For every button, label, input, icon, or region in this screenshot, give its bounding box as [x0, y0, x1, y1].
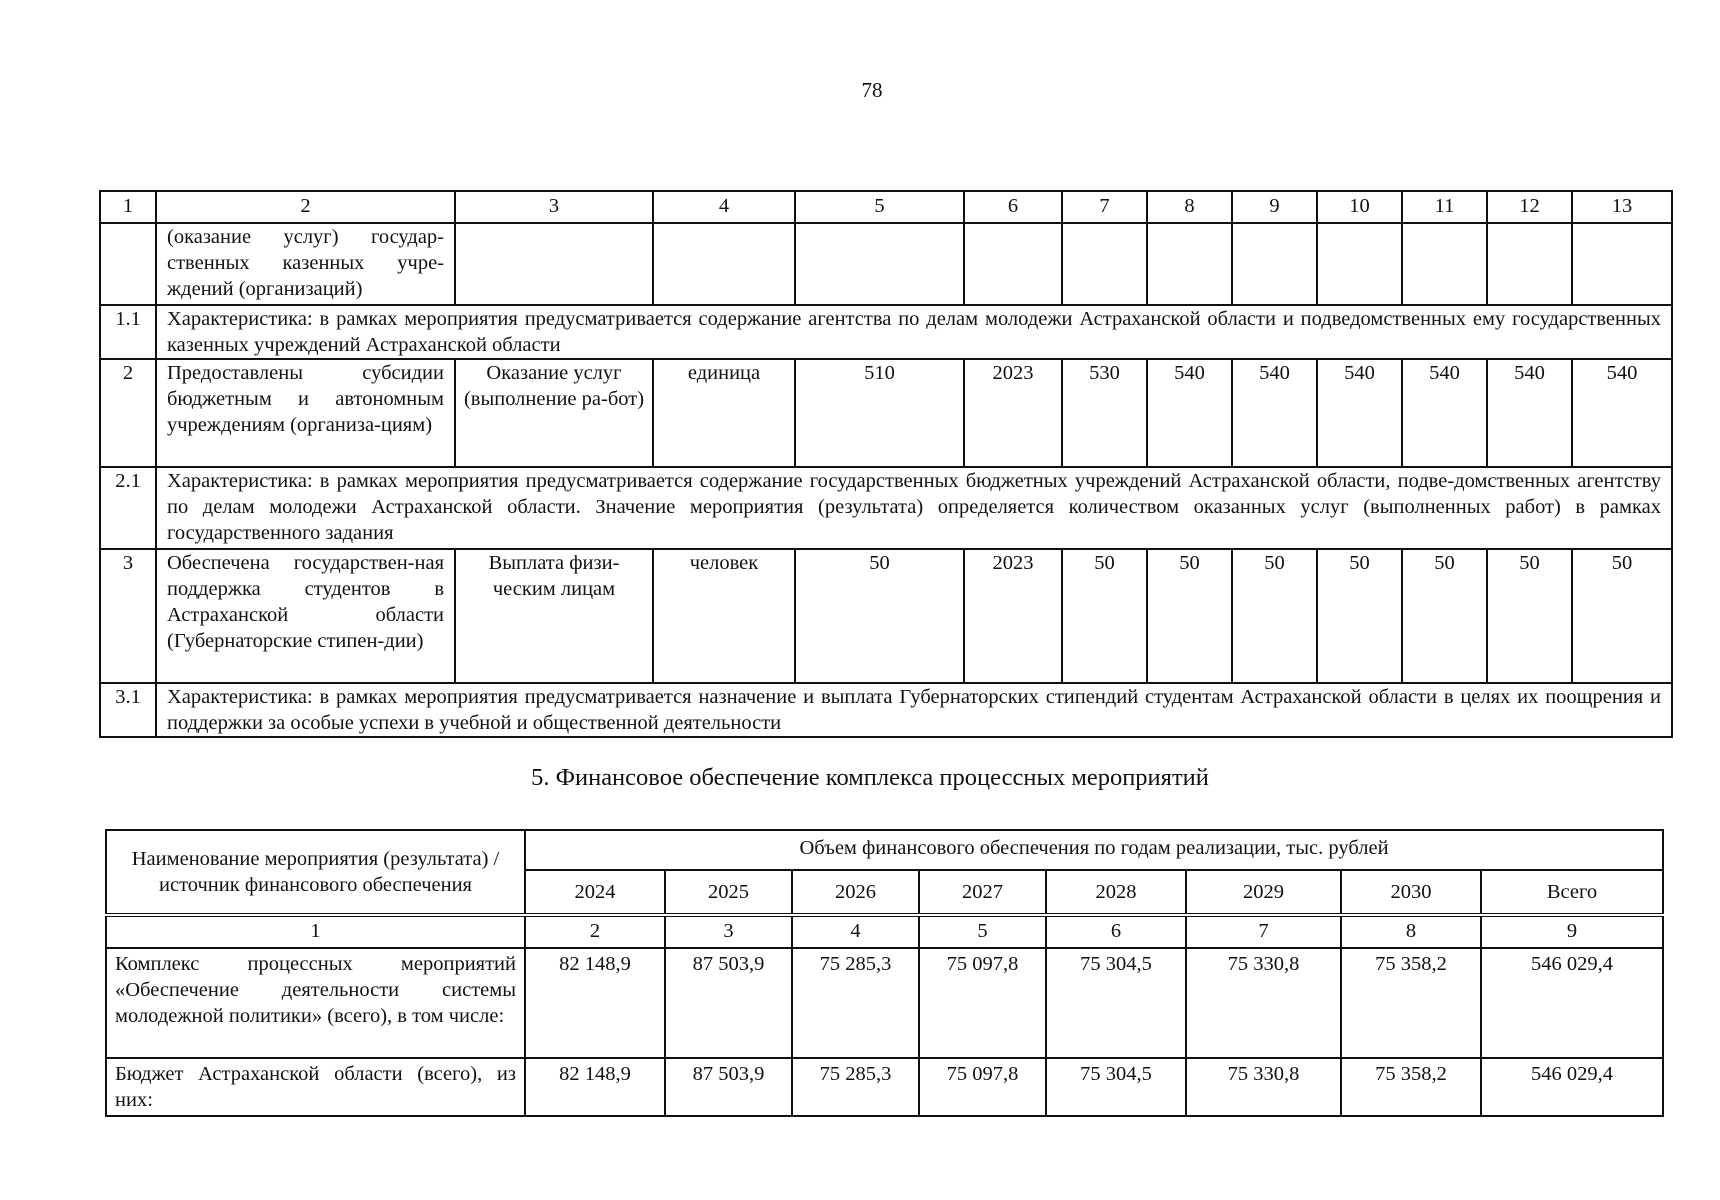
- finance-total: 546 029,4: [1481, 948, 1663, 1058]
- year-value: 530: [1062, 359, 1147, 467]
- finance-value: 75 285,3: [792, 948, 919, 1058]
- finance-value: 75 285,3: [792, 1058, 919, 1116]
- column-number: 10: [1317, 191, 1402, 223]
- table-row: [100, 549, 1672, 683]
- table-row: [106, 1058, 1663, 1116]
- year-value: 50: [1402, 549, 1487, 683]
- finance-value: 82 148,9: [525, 1058, 665, 1116]
- row-number: 2: [100, 359, 156, 467]
- characteristic-text: Характеристика: в рамках мероприятия предусматривается содержание агентства по делам молодежи Астраханской области и подведомственных ему государственных казенных учреждений Астраханской области: [156, 305, 1672, 359]
- column-number: 5: [795, 191, 964, 223]
- empty-cell: [1402, 223, 1487, 305]
- header-row: [106, 830, 1663, 870]
- year-value: 540: [1317, 359, 1402, 467]
- column-number: 1: [100, 191, 156, 223]
- year-header: 2029: [1186, 870, 1341, 915]
- column-number: 8: [1341, 915, 1481, 948]
- column-number: 7: [1062, 191, 1147, 223]
- row-number: 1.1: [100, 305, 156, 359]
- year-header: 2027: [919, 870, 1046, 915]
- column-number: 3: [455, 191, 653, 223]
- year-value: 50: [1317, 549, 1402, 683]
- year-header: 2025: [665, 870, 792, 915]
- empty-cell: [1232, 223, 1317, 305]
- year-value: 50: [1572, 549, 1672, 683]
- column-number-row: [100, 191, 1672, 223]
- empty-cell: [1147, 223, 1232, 305]
- table-row: [100, 359, 1672, 467]
- unit: единица: [653, 359, 795, 467]
- year-value: 50: [1147, 549, 1232, 683]
- column-number: 11: [1402, 191, 1487, 223]
- column-number: 12: [1487, 191, 1572, 223]
- row-number: 3: [100, 549, 156, 683]
- year-value: 50: [1232, 549, 1317, 683]
- row-number: 2.1: [100, 467, 156, 549]
- finance-item-name: Комплекс процессных мероприятий «Обеспечение деятельности системы молодежной политики» (всего), в том числе:: [106, 948, 525, 1058]
- empty-cell: [1317, 223, 1402, 305]
- finance-table: [105, 829, 1664, 1117]
- finance-value: 82 148,9: [525, 948, 665, 1058]
- finance-value: 75 304,5: [1046, 1058, 1186, 1116]
- year-value: 540: [1402, 359, 1487, 467]
- column-number: 9: [1481, 915, 1663, 948]
- empty-cell: [1572, 223, 1672, 305]
- year-value: 540: [1487, 359, 1572, 467]
- column-number: 2: [156, 191, 455, 223]
- finance-value: 75 358,2: [1341, 948, 1481, 1058]
- row-number: 3.1: [100, 683, 156, 737]
- finance-value: 75 330,8: [1186, 1058, 1341, 1116]
- finance-value: 75 097,8: [919, 948, 1046, 1058]
- year-value: 50: [1487, 549, 1572, 683]
- year-value: 540: [1147, 359, 1232, 467]
- column-number: 1: [106, 915, 525, 948]
- empty-cell: [795, 223, 964, 305]
- header-volume: Объем финансового обеспечения по годам реализации, тыс. рублей: [525, 830, 1663, 870]
- table-row: [106, 948, 1663, 1058]
- column-number: 2: [525, 915, 665, 948]
- year-header: 2026: [792, 870, 919, 915]
- table-row: [100, 683, 1672, 737]
- table-row: [100, 223, 1672, 305]
- measure-name: (оказание услуг) государ-ственных казенных учре-ждений (организаций): [156, 223, 455, 305]
- empty-cell: [964, 223, 1062, 305]
- base-year: 2023: [964, 549, 1062, 683]
- measure-type: Выплата физи-ческим лицам: [455, 549, 653, 683]
- finance-value: 75 097,8: [919, 1058, 1046, 1116]
- measure-name: Предоставлены субсидии бюджетным и автономным учреждениям (организа-циям): [156, 359, 455, 467]
- total-header: Всего: [1481, 870, 1663, 915]
- column-number: 7: [1186, 915, 1341, 948]
- column-number: 4: [653, 191, 795, 223]
- finance-value: 87 503,9: [665, 948, 792, 1058]
- column-number-row: [106, 915, 1663, 948]
- base-value: 510: [795, 359, 964, 467]
- unit: человек: [653, 549, 795, 683]
- column-number: 8: [1147, 191, 1232, 223]
- empty-cell: [653, 223, 795, 305]
- column-number: 9: [1232, 191, 1317, 223]
- measure-type: Оказание услуг (выполнение ра-бот): [455, 359, 653, 467]
- finance-value: 87 503,9: [665, 1058, 792, 1116]
- empty-cell: [1062, 223, 1147, 305]
- column-number: 6: [1046, 915, 1186, 948]
- section-title: 5. Финансовое обеспечение комплекса процессных мероприятий: [531, 764, 1209, 791]
- year-header: 2024: [525, 870, 665, 915]
- year-header: 2028: [1046, 870, 1186, 915]
- column-number: 5: [919, 915, 1046, 948]
- page-number: 78: [861, 78, 883, 102]
- finance-item-name: Бюджет Астраханской области (всего), из них:: [106, 1058, 525, 1116]
- year-value: 50: [1062, 549, 1147, 683]
- year-value: 540: [1572, 359, 1672, 467]
- column-number: 13: [1572, 191, 1672, 223]
- base-value: 50: [795, 549, 964, 683]
- year-value: 540: [1232, 359, 1317, 467]
- row-number: [100, 223, 156, 305]
- empty-cell: [1487, 223, 1572, 305]
- finance-value: 75 304,5: [1046, 948, 1186, 1058]
- empty-cell: [455, 223, 653, 305]
- column-number: 4: [792, 915, 919, 948]
- table-row: [100, 467, 1672, 549]
- column-number: 3: [665, 915, 792, 948]
- header-name: Наименование мероприятия (результата) / источник финансового обеспечения: [106, 830, 525, 915]
- characteristic-text: Характеристика: в рамках мероприятия предусматривается назначение и выплата Губернаторских стипендий студентам Астраханской области в целях их поощрения и поддержки за особые успехи в учебной и общественной деятельности: [156, 683, 1672, 737]
- characteristic-text: Характеристика: в рамках мероприятия предусматривается содержание государственных бюджетных учреждений Астраханской области, подве-домственных агентству по делам молодежи Астраханской области. Значение мероприятия (результата) определяется количеством оказанных услуг (выполненных работ) в рамках государственного задания: [156, 467, 1672, 549]
- year-header: 2030: [1341, 870, 1481, 915]
- finance-total: 546 029,4: [1481, 1058, 1663, 1116]
- finance-value: 75 358,2: [1341, 1058, 1481, 1116]
- table-row: [100, 305, 1672, 359]
- measure-name: Обеспечена государствен-ная поддержка студентов в Астраханской области (Губернаторские стипен-дии): [156, 549, 455, 683]
- indicators-table: [99, 190, 1673, 738]
- column-number: 6: [964, 191, 1062, 223]
- finance-value: 75 330,8: [1186, 948, 1341, 1058]
- base-year: 2023: [964, 359, 1062, 467]
